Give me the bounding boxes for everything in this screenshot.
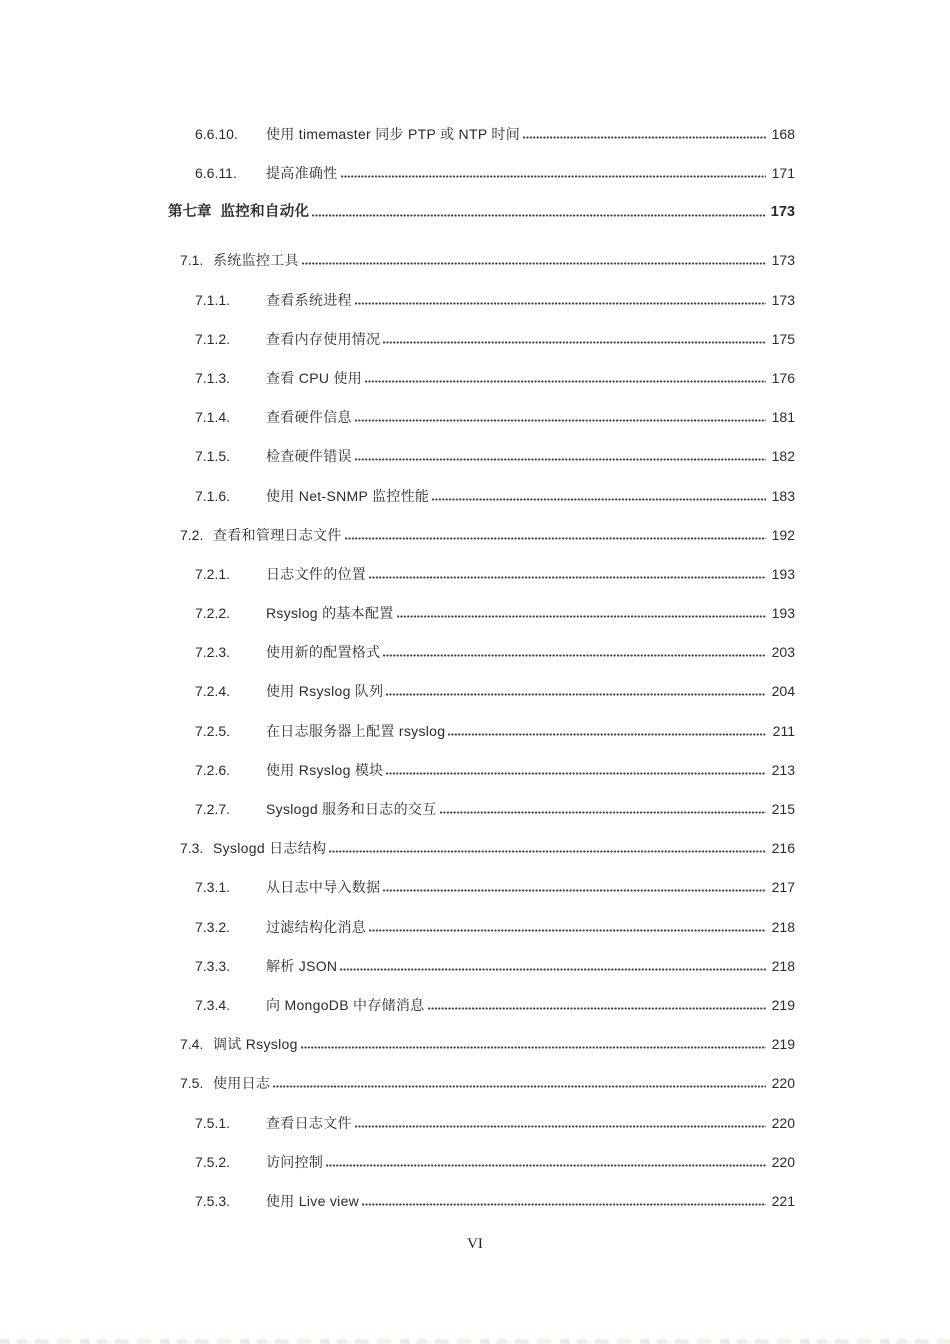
dot-leader [355,458,766,461]
toc-entry-number: 7.3. [180,840,204,857]
dot-leader [365,380,766,383]
toc-entry-number: 7.1.4. [195,409,231,426]
toc-entry-page: 204 [771,683,795,700]
toc-entry[interactable] [0,841,795,855]
toc-entry-title: 使用新的配置格式 [266,644,381,661]
dot-leader [301,1046,766,1049]
toc-entry-title: 提高准确性 [266,165,338,182]
toc-entry-page: 211 [772,722,795,739]
toc-entry-title: 系统监控工具 [213,252,299,269]
toc-entry[interactable] [0,959,795,973]
page-footer [0,1236,950,1253]
toc-entry-number: 7.2.6. [195,761,231,778]
dot-leader [326,1164,766,1167]
toc-entry-page: 218 [771,918,795,935]
toc-entry-title: 使用 Rsyslog 队列 [266,683,384,700]
toc-entry-number: 7.2.3. [195,644,231,661]
toc-entry-number: 7.3.2. [195,918,231,935]
toc-entry-number: 7.5.2. [195,1153,231,1170]
toc-entry-page: 193 [771,565,795,582]
toc-entry-title: 向 MongoDB 中存储消息 [266,996,425,1013]
toc-entry-title: 查看内存使用情况 [266,330,381,347]
toc-entry-title: 解析 JSON [266,957,338,974]
toc-entry-number: 7.2.2. [195,605,231,622]
toc-entry[interactable] [0,724,795,738]
toc-entry[interactable] [0,371,795,385]
toc-entry-title: 使用日志 [213,1075,271,1092]
dot-leader [386,693,766,696]
dot-leader [273,1085,766,1088]
dot-leader [448,733,766,736]
toc-entry-page: 173 [771,252,795,269]
toc-entry[interactable] [0,1155,795,1169]
toc-entry-title: Rsyslog 的基本配置 [266,605,394,622]
dot-leader [362,1203,766,1206]
toc-entry[interactable] [0,528,795,542]
toc-entry-page: 219 [771,1036,795,1053]
toc-entry-number: 7.1.5. [195,448,231,465]
dot-leader [340,968,766,971]
toc-entry-page: 181 [771,409,795,426]
toc-entry-title: 查看硬件信息 [266,409,352,426]
toc-entry-page: 219 [771,996,795,1013]
toc-entry-page: 171 [771,165,795,182]
toc-entry[interactable] [0,253,795,267]
toc-entry-number: 第七章 [168,204,212,221]
toc-entry-page: 213 [771,761,795,778]
toc-entry-page: 173 [770,204,795,221]
toc-entry-title: 查看和管理日志文件 [213,526,342,543]
toc-entry[interactable] [0,763,795,777]
dot-leader [345,537,766,540]
toc-entry-page: 182 [771,448,795,465]
toc-entry-number: 7.3.4. [195,996,231,1013]
dot-leader [355,1125,766,1128]
dot-leader [383,889,766,892]
toc-entry[interactable] [0,920,795,934]
toc-entry-number: 7.1.6. [195,487,231,504]
toc-entry-title: 从日志中导入数据 [266,879,381,896]
toc-entry[interactable] [0,1116,795,1130]
toc-entry[interactable] [0,998,795,1012]
toc-entry[interactable] [0,293,795,307]
toc-entry-page: 173 [771,291,795,308]
dot-leader [523,136,766,139]
toc-entry-page: 192 [771,526,795,543]
toc-entry-number: 7.2.4. [195,683,231,700]
toc-entry-title: 使用 Net-SNMP 监控性能 [266,487,430,504]
toc-entry-title: 查看日志文件 [266,1114,352,1131]
toc-entry-title: Syslogd 服务和日志的交互 [266,801,437,817]
toc-entry-number: 6.6.10. [195,126,238,142]
toc-entry-title: Syslogd 日志结构 [213,840,327,857]
toc-entry-title: 监控和自动化 [220,204,310,221]
toc-entry-page: 218 [771,957,795,974]
dot-leader [383,341,766,344]
toc-entry-page: 221 [771,1192,795,1209]
toc-entry-title: 使用 Rsyslog 模块 [266,761,384,778]
toc-entry-title: 访问控制 [266,1153,324,1170]
toc-entry-title: 过滤结构化消息 [266,918,367,935]
dot-leader [440,811,767,814]
toc-entry[interactable] [0,410,795,424]
toc-entry[interactable] [0,1076,795,1090]
toc-entry-number: 7.5.3. [195,1192,231,1209]
toc-entry-title: 调试 Rsyslog [213,1036,298,1053]
toc-entry-number: 7.5.1. [195,1114,231,1131]
toc-entry[interactable] [0,332,795,346]
dot-leader [369,576,766,579]
dot-leader [383,654,766,657]
toc-entry[interactable] [0,127,795,141]
dot-leader [355,302,766,305]
toc-entry-page: 220 [771,1153,795,1170]
toc-entry[interactable] [0,802,795,816]
dot-leader [428,1007,766,1010]
toc-entry[interactable] [0,489,795,503]
toc-entry[interactable] [0,449,795,463]
dot-leader [355,419,766,422]
toc-entry-number: 7.1.3. [195,369,231,386]
toc-entry-page: 168 [771,126,795,142]
toc-entry-number: 7.5. [180,1075,204,1092]
dot-leader [302,262,766,265]
dot-leader [312,214,766,217]
toc-entry-page: 193 [771,605,795,622]
toc-entry-title: 日志文件的位置 [266,565,367,582]
table-of-contents [0,127,795,1233]
toc-entry[interactable] [0,880,795,894]
dot-leader [341,175,767,178]
toc-entry-page: 175 [771,330,795,347]
dot-leader [329,850,766,853]
dot-leader [386,772,766,775]
toc-entry-number: 7.1.1. [195,291,231,308]
toc-entry-number: 7.3.3. [195,957,231,974]
dot-leader [397,615,766,618]
toc-entry[interactable] [0,1194,795,1208]
toc-entry[interactable] [0,645,795,659]
toc-entry[interactable] [0,684,795,698]
toc-entry-title: 在日志服务器上配置 rsyslog [266,722,446,739]
toc-entry-number: 7.3.1. [195,879,231,896]
dot-leader [432,498,766,501]
toc-entry-page: 216 [771,840,795,857]
toc-entry-page: 183 [771,487,795,504]
dot-leader [369,929,766,932]
toc-entry[interactable] [0,567,795,581]
toc-entry-number: 6.6.11. [195,165,237,182]
toc-entry[interactable] [0,606,795,620]
toc-entry-page: 217 [771,879,795,896]
toc-entry-title: 使用 timemaster 同步 PTP 或 NTP 时间 [266,126,520,142]
toc-entry-page: 215 [771,801,795,817]
toc-entry[interactable] [0,166,795,180]
toc-entry[interactable] [0,205,795,219]
toc-entry-number: 7.2. [180,526,204,543]
toc-entry[interactable] [0,1037,795,1051]
toc-entry-number: 7.2.5. [195,722,231,739]
toc-entry-number: 7.4. [180,1036,204,1053]
toc-entry-page: 220 [771,1114,795,1131]
toc-entry-page: 176 [771,369,795,386]
page-number: VI [467,1236,483,1252]
toc-entry-title: 查看系统进程 [266,291,352,308]
toc-entry-title: 查看 CPU 使用 [266,369,363,386]
toc-entry-number: 7.2.1. [195,565,231,582]
toc-entry-number: 7.2.7. [195,801,231,817]
page-edge-artifact [0,1339,950,1344]
toc-entry-number: 7.1. [180,252,204,269]
toc-entry-title: 检查硬件错误 [266,448,352,465]
toc-entry-title: 使用 Live view [266,1192,360,1209]
toc-entry-page: 203 [771,644,795,661]
toc-entry-number: 7.1.2. [195,330,231,347]
toc-entry-page: 220 [771,1075,795,1092]
